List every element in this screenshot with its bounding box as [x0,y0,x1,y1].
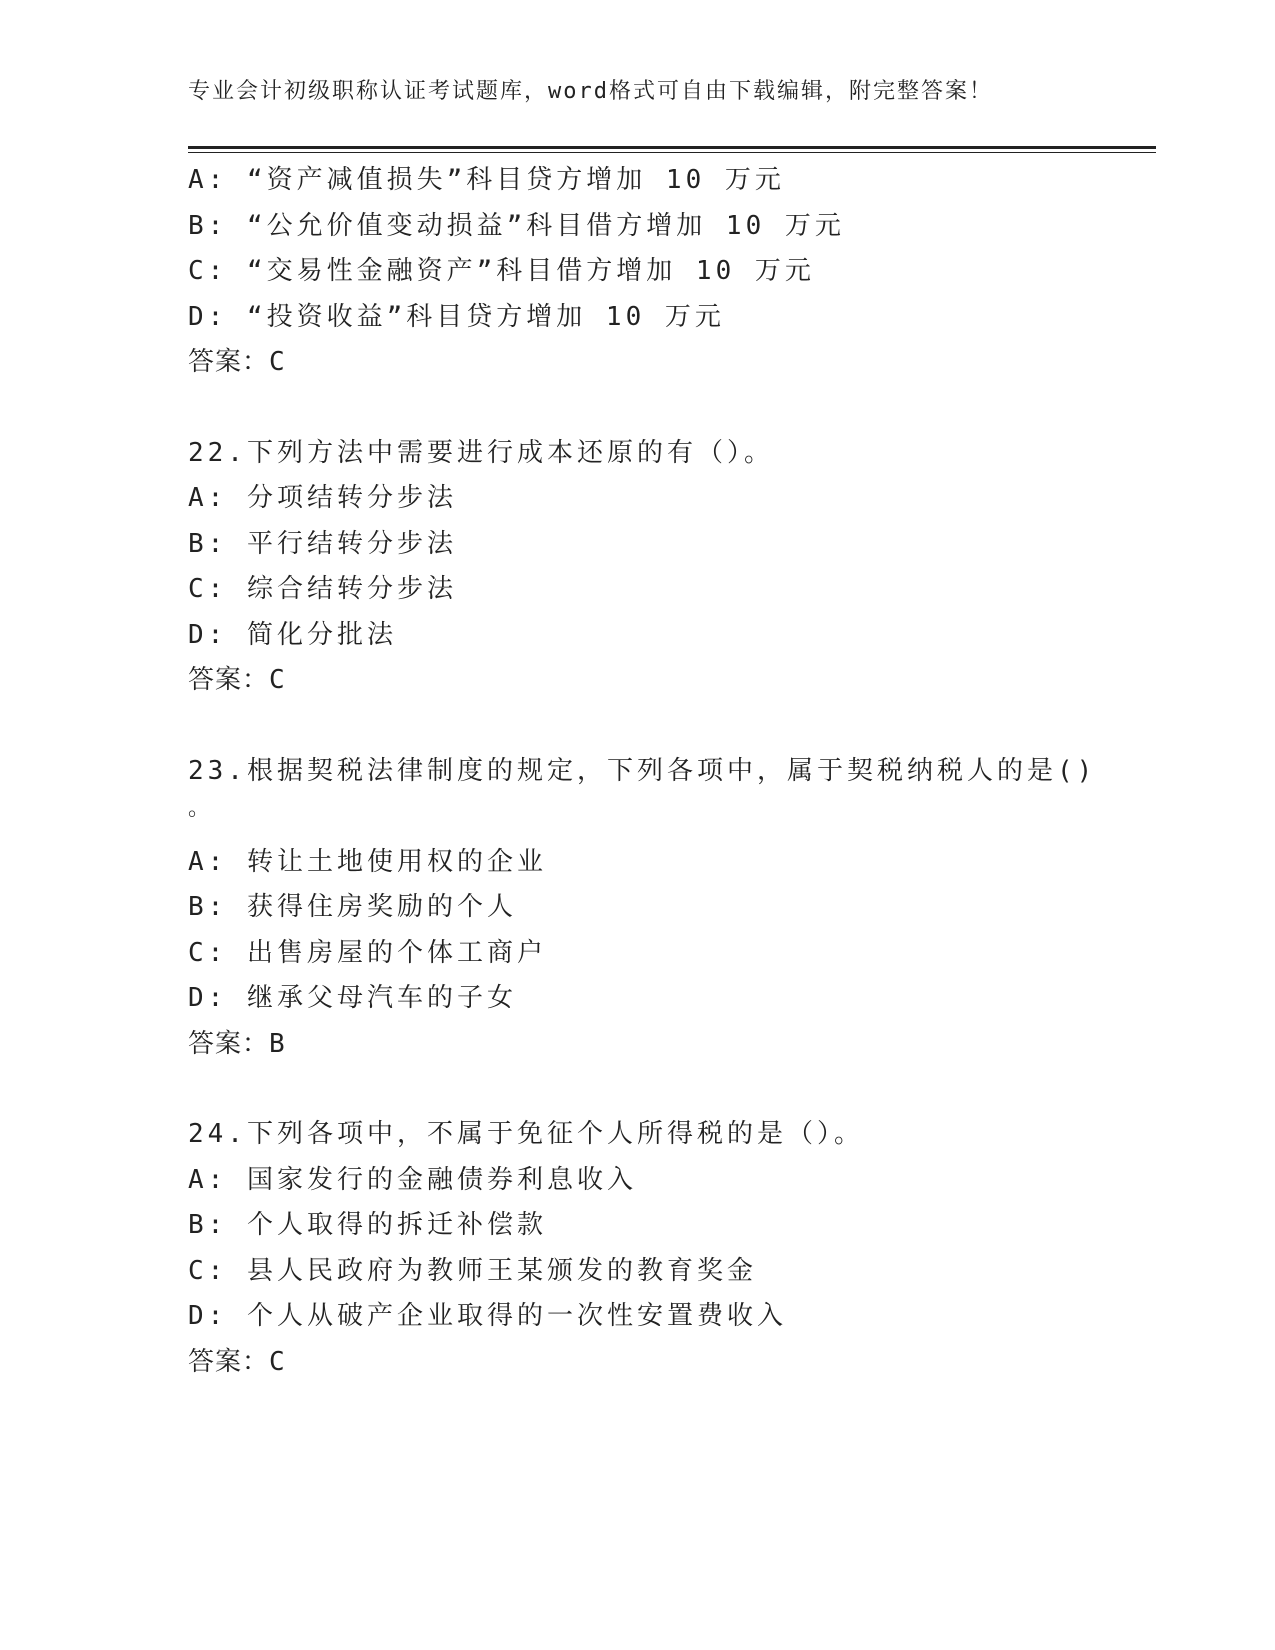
option-a: A: 分项结转分步法 [188,483,457,513]
option-c: C: 综合结转分步法 [188,574,457,604]
option-d: D: “投资收益”科目贷方增加 10 万元 [188,301,725,332]
option-d: D: 继承父母汽车的子女 [188,983,517,1013]
option-a: A: 转让土地使用权的企业 [188,846,547,877]
answer: 答案：C [188,347,286,377]
option-b: B: 个人取得的拆迁补偿款 [188,1210,547,1240]
option-a: A: “资产减值损失”科目贷方增加 10 万元 [188,165,785,195]
option-d: D: 个人从破产企业取得的一次性安置费收入 [188,1301,787,1331]
question-content [188,158,1128,1385]
header-rule-thin [188,152,1156,153]
answer: 答案：C [188,1346,286,1377]
option-c: C: “交易性金融资产”科目借方增加 10 万元 [188,256,815,286]
option-b: B: 获得住房奖励的个人 [188,892,517,922]
option-b: B: “公允价值变动损益”科目借方增加 10 万元 [188,210,845,241]
question-21 [188,158,1128,386]
answer: 答案：B [188,1028,286,1059]
question-22 [188,431,1128,704]
question-stem: 23.根据契税法律制度的规定，下列各项中，属于契税纳税人的是() [188,755,1097,786]
question-23 [188,749,1128,1068]
question-stem-tail: 。 [188,796,215,821]
option-c: C: 出售房屋的个体工商户 [188,937,547,968]
answer: 答案：C [188,665,286,695]
question-stem: 22.下列方法中需要进行成本还原的有（）。 [188,437,774,468]
option-d: D: 简化分批法 [188,619,397,650]
header-rule-thick [188,146,1156,149]
question-24 [188,1112,1128,1385]
option-c: C: 县人民政府为教师王某颁发的教育奖金 [188,1255,757,1286]
page-header: 专业会计初级职称认证考试题库，word格式可自由下载编辑，附完整答案！ [188,79,993,104]
question-stem: 24.下列各项中，不属于免征个人所得税的是（）。 [188,1119,864,1149]
option-b: B: 平行结转分步法 [188,528,457,559]
option-a: A: 国家发行的金融债券利息收入 [188,1164,637,1195]
